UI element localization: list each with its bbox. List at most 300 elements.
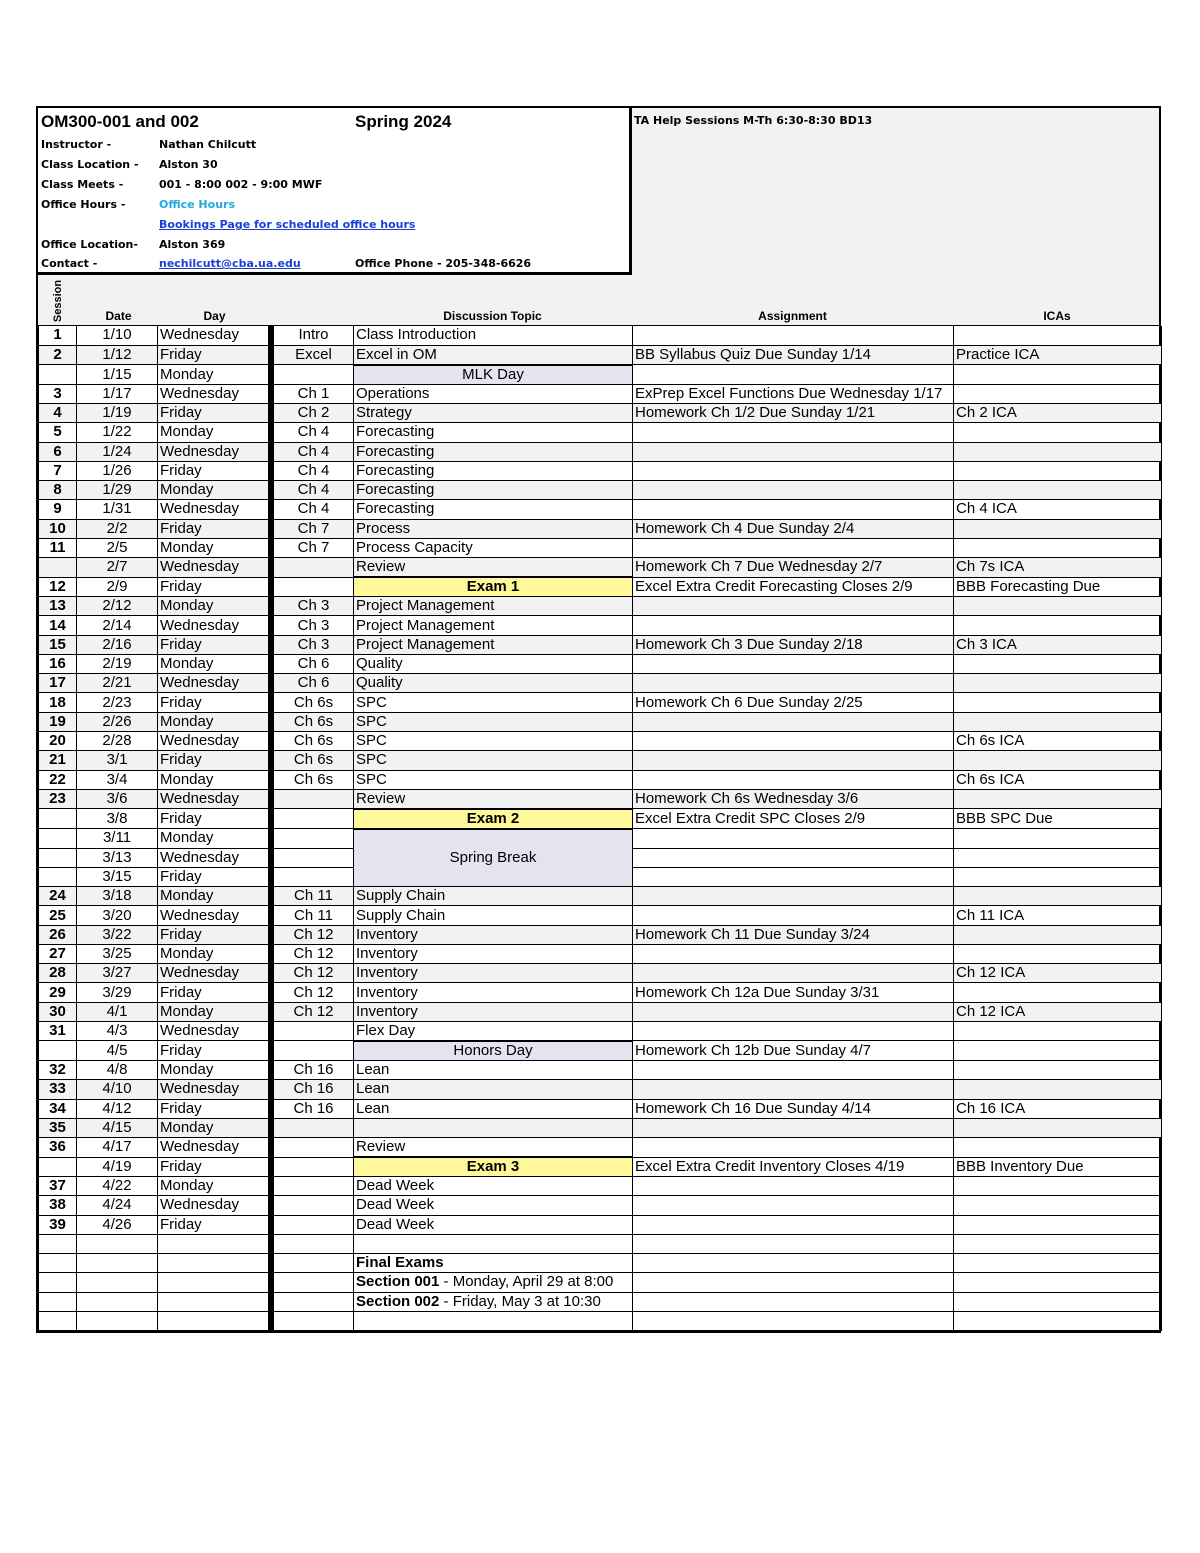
- topic-cell: [354, 1234, 633, 1253]
- assignment-cell: [633, 597, 954, 616]
- topic-cell: Dead Week: [354, 1215, 633, 1234]
- session-cell: 36: [39, 1138, 77, 1158]
- table-row: [39, 423, 1162, 442]
- table-row: [39, 1041, 1162, 1061]
- topic-cell: Lean: [354, 1060, 633, 1079]
- session-cell: [39, 365, 77, 385]
- chapter-cell: Ch 11: [274, 906, 354, 925]
- table-row: [39, 906, 1162, 925]
- table-row: [39, 345, 1162, 365]
- session-cell: 14: [39, 616, 77, 635]
- assignment-cell: [633, 1254, 954, 1273]
- date-cell: 4/1: [77, 1002, 158, 1021]
- topic-cell: Forecasting: [354, 461, 633, 480]
- day-cell: [158, 1311, 269, 1330]
- table-row: [39, 1234, 1162, 1253]
- date-cell: 4/5: [77, 1041, 158, 1061]
- email-link[interactable]: nechilcutt@cba.ua.edu: [159, 257, 301, 270]
- day-cell: Friday: [158, 519, 269, 538]
- office-phone: Office Phone - 205-348-6626: [355, 257, 532, 270]
- date-cell: 2/14: [77, 616, 158, 635]
- ica-cell: [954, 616, 1162, 635]
- day-cell: Monday: [158, 654, 269, 673]
- chapter-cell: [274, 577, 354, 597]
- topic-cell: Inventory: [354, 983, 633, 1002]
- assignment-cell: [633, 500, 954, 519]
- session-cell: 7: [39, 461, 77, 480]
- assignment-cell: [633, 1002, 954, 1021]
- day-cell: Friday: [158, 461, 269, 480]
- assignment-cell: [633, 1215, 954, 1234]
- date-cell: 1/15: [77, 365, 158, 385]
- session-cell: 16: [39, 654, 77, 673]
- topic-cell: Quality: [354, 654, 633, 673]
- ica-cell: [954, 1196, 1162, 1215]
- table-row: [39, 925, 1162, 944]
- ica-cell: BBB Inventory Due: [954, 1157, 1162, 1177]
- ica-cell: [954, 1118, 1162, 1137]
- chapter-cell: Ch 7: [274, 538, 354, 557]
- chapter-cell: Ch 7: [274, 519, 354, 538]
- day-cell: Monday: [158, 538, 269, 557]
- session-cell: 38: [39, 1196, 77, 1215]
- ica-cell: [954, 829, 1162, 848]
- assignment-cell: [633, 538, 954, 557]
- day-cell: Friday: [158, 867, 269, 886]
- day-cell: Wednesday: [158, 442, 269, 461]
- session-cell: [39, 829, 77, 848]
- session-cell: 5: [39, 423, 77, 442]
- date-cell: 3/20: [77, 906, 158, 925]
- day-cell: Monday: [158, 1177, 269, 1196]
- chapter-cell: Ch 12: [274, 964, 354, 983]
- icas-column-header: ICAs: [1043, 309, 1071, 323]
- chapter-cell: Ch 6: [274, 654, 354, 673]
- table-row: [39, 1099, 1162, 1118]
- topic-cell: Inventory: [354, 925, 633, 944]
- session-cell: 9: [39, 500, 77, 519]
- topic-cell: Quality: [354, 674, 633, 693]
- topic-cell: Review: [354, 1138, 633, 1158]
- assignment-cell: [633, 732, 954, 751]
- table-row: [39, 1060, 1162, 1079]
- session-cell: 3: [39, 384, 77, 403]
- chapter-cell: Ch 16: [274, 1060, 354, 1079]
- date-cell: 3/6: [77, 789, 158, 809]
- assignment-cell: [633, 848, 954, 867]
- topic-cell: Class Introduction: [354, 326, 633, 345]
- day-cell: [158, 1273, 269, 1292]
- topic-cell: SPC: [354, 770, 633, 789]
- table-row: [39, 712, 1162, 731]
- table-row: [39, 404, 1162, 423]
- assignment-cell: Homework Ch 4 Due Sunday 2/4: [633, 519, 954, 538]
- topic-cell: Flex Day: [354, 1021, 633, 1041]
- assignment-cell: [633, 1273, 954, 1292]
- topic-cell: Section 001 - Monday, April 29 at 8:00: [354, 1273, 633, 1292]
- assignment-cell: [633, 654, 954, 673]
- session-cell: 21: [39, 751, 77, 770]
- ica-cell: [954, 983, 1162, 1002]
- ica-cell: Ch 3 ICA: [954, 635, 1162, 654]
- chapter-cell: [274, 1311, 354, 1330]
- topic-cell: Spring Break: [354, 829, 633, 887]
- assignment-cell: [633, 964, 954, 983]
- syllabus-sheet: [36, 106, 1161, 1333]
- topic-cell: Exam 2: [354, 809, 633, 829]
- day-cell: [158, 1234, 269, 1253]
- session-cell: 33: [39, 1080, 77, 1099]
- day-cell: Friday: [158, 693, 269, 712]
- ica-cell: [954, 887, 1162, 906]
- date-cell: 4/19: [77, 1157, 158, 1177]
- session-cell: 23: [39, 789, 77, 809]
- ica-cell: Ch 2 ICA: [954, 404, 1162, 423]
- assignment-cell: [633, 674, 954, 693]
- contact-label: Contact -: [41, 257, 98, 270]
- topic-cell: Dead Week: [354, 1177, 633, 1196]
- day-cell: Friday: [158, 809, 269, 829]
- ica-cell: [954, 423, 1162, 442]
- session-cell: 18: [39, 693, 77, 712]
- day-cell: Wednesday: [158, 1021, 269, 1041]
- day-column-header: Day: [203, 309, 226, 323]
- ica-cell: [954, 461, 1162, 480]
- chapter-cell: [274, 1041, 354, 1061]
- session-cell: 20: [39, 732, 77, 751]
- date-cell: 3/27: [77, 964, 158, 983]
- syllabus-header: [38, 108, 1159, 326]
- date-cell: 4/24: [77, 1196, 158, 1215]
- date-cell: 3/29: [77, 983, 158, 1002]
- date-cell: 4/3: [77, 1021, 158, 1041]
- day-cell: Monday: [158, 1060, 269, 1079]
- session-cell: 31: [39, 1021, 77, 1041]
- topic-cell: Supply Chain: [354, 906, 633, 925]
- ica-cell: [954, 1273, 1162, 1292]
- meets-label: Class Meets -: [41, 178, 124, 191]
- session-cell: [39, 1311, 77, 1330]
- date-cell: 3/25: [77, 944, 158, 963]
- day-cell: Monday: [158, 423, 269, 442]
- chapter-cell: Ch 4: [274, 423, 354, 442]
- ica-cell: Ch 4 ICA: [954, 500, 1162, 519]
- ica-cell: [954, 597, 1162, 616]
- ica-cell: [954, 712, 1162, 731]
- chapter-cell: Ch 2: [274, 404, 354, 423]
- session-cell: 10: [39, 519, 77, 538]
- day-cell: Monday: [158, 944, 269, 963]
- table-row: [39, 944, 1162, 963]
- date-cell: 3/18: [77, 887, 158, 906]
- assignment-cell: [633, 1311, 954, 1330]
- day-cell: Monday: [158, 481, 269, 500]
- topic-cell: Inventory: [354, 944, 633, 963]
- assignment-cell: [633, 1118, 954, 1137]
- chapter-cell: [274, 1215, 354, 1234]
- ica-cell: Practice ICA: [954, 345, 1162, 365]
- chapter-cell: [274, 867, 354, 886]
- table-row: [39, 384, 1162, 403]
- assignment-cell: Homework Ch 7 Due Wednesday 2/7: [633, 558, 954, 578]
- assignment-cell: BB Syllabus Quiz Due Sunday 1/14: [633, 345, 954, 365]
- topic-cell: SPC: [354, 732, 633, 751]
- ica-cell: [954, 1021, 1162, 1041]
- session-cell: 2: [39, 345, 77, 365]
- date-cell: 2/26: [77, 712, 158, 731]
- session-column-header: Session: [52, 279, 64, 323]
- office-hours-label: Office Hours -: [41, 198, 126, 211]
- ica-cell: [954, 365, 1162, 385]
- date-cell: 4/22: [77, 1177, 158, 1196]
- topic-cell: MLK Day: [354, 365, 633, 385]
- chapter-cell: Ch 3: [274, 597, 354, 616]
- day-cell: Monday: [158, 1002, 269, 1021]
- ica-cell: Ch 6s ICA: [954, 732, 1162, 751]
- topic-cell: Final Exams: [354, 1254, 633, 1273]
- topic-cell: [354, 1118, 633, 1137]
- topic-cell: Review: [354, 789, 633, 809]
- ica-cell: Ch 16 ICA: [954, 1099, 1162, 1118]
- session-cell: [39, 558, 77, 578]
- office-hours-value: Office Hours: [159, 198, 235, 211]
- topic-cell: Forecasting: [354, 481, 633, 500]
- table-row: [39, 365, 1162, 385]
- day-cell: Wednesday: [158, 732, 269, 751]
- topic-cell: Forecasting: [354, 442, 633, 461]
- day-cell: Monday: [158, 829, 269, 848]
- ica-cell: [954, 1215, 1162, 1234]
- chapter-cell: [274, 829, 354, 848]
- session-cell: [39, 867, 77, 886]
- date-cell: [77, 1311, 158, 1330]
- assignment-column-header: Assignment: [758, 309, 827, 323]
- chapter-cell: [274, 789, 354, 809]
- assignment-cell: [633, 887, 954, 906]
- topic-cell: Inventory: [354, 964, 633, 983]
- date-cell: 4/10: [77, 1080, 158, 1099]
- assignment-cell: [633, 1177, 954, 1196]
- day-cell: Wednesday: [158, 789, 269, 809]
- table-row: [39, 693, 1162, 712]
- day-cell: Friday: [158, 751, 269, 770]
- chapter-cell: [274, 365, 354, 385]
- chapter-cell: Ch 4: [274, 461, 354, 480]
- date-cell: 2/12: [77, 597, 158, 616]
- day-cell: Wednesday: [158, 674, 269, 693]
- table-row: [39, 558, 1162, 578]
- day-cell: Friday: [158, 1157, 269, 1177]
- topic-cell: Dead Week: [354, 1196, 633, 1215]
- date-cell: 1/26: [77, 461, 158, 480]
- chapter-cell: Ch 6s: [274, 751, 354, 770]
- session-cell: [39, 1041, 77, 1061]
- session-cell: 17: [39, 674, 77, 693]
- day-cell: Friday: [158, 1041, 269, 1061]
- date-cell: 1/22: [77, 423, 158, 442]
- day-cell: Friday: [158, 983, 269, 1002]
- table-row: [39, 538, 1162, 557]
- day-cell: Friday: [158, 925, 269, 944]
- date-cell: 3/13: [77, 848, 158, 867]
- date-cell: 2/9: [77, 577, 158, 597]
- chapter-cell: Intro: [274, 326, 354, 345]
- chapter-cell: Ch 11: [274, 887, 354, 906]
- assignment-cell: [633, 326, 954, 345]
- assignment-cell: [633, 442, 954, 461]
- assignment-cell: Excel Extra Credit Inventory Closes 4/19: [633, 1157, 954, 1177]
- chapter-cell: [274, 848, 354, 867]
- day-cell: [158, 1254, 269, 1273]
- session-cell: 37: [39, 1177, 77, 1196]
- day-cell: Wednesday: [158, 1138, 269, 1158]
- session-cell: [39, 848, 77, 867]
- day-cell: Wednesday: [158, 558, 269, 578]
- session-cell: 28: [39, 964, 77, 983]
- assignment-cell: Homework Ch 3 Due Sunday 2/18: [633, 635, 954, 654]
- office-location-label: Office Location-: [41, 238, 138, 251]
- topic-cell: Forecasting: [354, 423, 633, 442]
- ica-cell: [954, 384, 1162, 403]
- chapter-cell: Ch 12: [274, 983, 354, 1002]
- table-row: [39, 1311, 1162, 1330]
- date-cell: 1/19: [77, 404, 158, 423]
- chapter-cell: Ch 6s: [274, 693, 354, 712]
- date-cell: 1/17: [77, 384, 158, 403]
- session-cell: [39, 1273, 77, 1292]
- ica-cell: BBB SPC Due: [954, 809, 1162, 829]
- day-cell: Monday: [158, 1118, 269, 1137]
- table-row: [39, 1273, 1162, 1292]
- session-cell: 1: [39, 326, 77, 345]
- topic-column-header: Discussion Topic: [443, 309, 542, 323]
- assignment-cell: [633, 423, 954, 442]
- bookings-link[interactable]: Bookings Page for scheduled office hours: [159, 218, 416, 231]
- topic-cell: Supply Chain: [354, 887, 633, 906]
- chapter-cell: Ch 3: [274, 616, 354, 635]
- table-row: [39, 1215, 1162, 1234]
- session-cell: 19: [39, 712, 77, 731]
- date-cell: [77, 1254, 158, 1273]
- table-row: [39, 732, 1162, 751]
- topic-cell: Forecasting: [354, 500, 633, 519]
- chapter-cell: Ch 3: [274, 635, 354, 654]
- ica-cell: [954, 1292, 1162, 1311]
- day-cell: Monday: [158, 597, 269, 616]
- assignment-cell: [633, 906, 954, 925]
- topic-cell: Process Capacity: [354, 538, 633, 557]
- day-cell: Friday: [158, 404, 269, 423]
- table-row: [39, 1292, 1162, 1311]
- day-cell: Monday: [158, 365, 269, 385]
- term: Spring 2024: [355, 112, 452, 131]
- day-cell: Wednesday: [158, 500, 269, 519]
- day-cell: [158, 1292, 269, 1311]
- chapter-cell: Ch 4: [274, 481, 354, 500]
- session-cell: 34: [39, 1099, 77, 1118]
- session-cell: [39, 1292, 77, 1311]
- assignment-cell: Homework Ch 6 Due Sunday 2/25: [633, 693, 954, 712]
- topic-cell: SPC: [354, 751, 633, 770]
- day-cell: Wednesday: [158, 616, 269, 635]
- topic-cell: Excel in OM: [354, 345, 633, 365]
- session-cell: 22: [39, 770, 77, 789]
- day-cell: Wednesday: [158, 384, 269, 403]
- ica-cell: Ch 12 ICA: [954, 964, 1162, 983]
- topic-cell: Review: [354, 558, 633, 578]
- date-cell: 1/31: [77, 500, 158, 519]
- assignment-cell: [633, 1060, 954, 1079]
- table-row: [39, 519, 1162, 538]
- topic-cell: Process: [354, 519, 633, 538]
- day-cell: Monday: [158, 887, 269, 906]
- location-label: Class Location -: [41, 158, 139, 171]
- day-cell: Friday: [158, 1215, 269, 1234]
- assignment-cell: [633, 712, 954, 731]
- course-title: OM300-001 and 002: [41, 112, 199, 131]
- table-row: [39, 674, 1162, 693]
- chapter-cell: Ch 6: [274, 674, 354, 693]
- topic-cell: Exam 1: [354, 577, 633, 597]
- ica-cell: [954, 1234, 1162, 1253]
- topic-cell: Honors Day: [354, 1041, 633, 1061]
- session-cell: 35: [39, 1118, 77, 1137]
- assignment-cell: [633, 829, 954, 848]
- date-cell: 2/23: [77, 693, 158, 712]
- ica-cell: Ch 7s ICA: [954, 558, 1162, 578]
- day-cell: Wednesday: [158, 1196, 269, 1215]
- ica-cell: Ch 6s ICA: [954, 770, 1162, 789]
- assignment-cell: [633, 751, 954, 770]
- assignment-cell: [633, 481, 954, 500]
- topic-cell: Strategy: [354, 404, 633, 423]
- assignment-cell: [633, 1292, 954, 1311]
- session-cell: 6: [39, 442, 77, 461]
- chapter-cell: [274, 1254, 354, 1273]
- topic-cell: SPC: [354, 712, 633, 731]
- session-cell: [39, 1157, 77, 1177]
- ica-cell: BBB Forecasting Due: [954, 577, 1162, 597]
- session-cell: 32: [39, 1060, 77, 1079]
- date-cell: 2/19: [77, 654, 158, 673]
- session-cell: 30: [39, 1002, 77, 1021]
- chapter-cell: Ch 12: [274, 925, 354, 944]
- chapter-cell: [274, 1118, 354, 1137]
- assignment-cell: Homework Ch 12a Due Sunday 3/31: [633, 983, 954, 1002]
- day-cell: Wednesday: [158, 906, 269, 925]
- chapter-cell: [274, 1021, 354, 1041]
- ica-cell: [954, 326, 1162, 345]
- date-cell: 4/17: [77, 1138, 158, 1158]
- day-cell: Wednesday: [158, 848, 269, 867]
- date-cell: 1/10: [77, 326, 158, 345]
- date-cell: [77, 1292, 158, 1311]
- table-row: [39, 809, 1162, 829]
- chapter-cell: Ch 16: [274, 1080, 354, 1099]
- session-cell: [39, 1234, 77, 1253]
- table-row: [39, 751, 1162, 770]
- date-cell: 1/24: [77, 442, 158, 461]
- session-cell: 25: [39, 906, 77, 925]
- date-cell: 3/1: [77, 751, 158, 770]
- table-row: [39, 1118, 1162, 1137]
- session-cell: 29: [39, 983, 77, 1002]
- date-cell: 2/28: [77, 732, 158, 751]
- assignment-cell: [633, 770, 954, 789]
- date-cell: 2/16: [77, 635, 158, 654]
- table-row: [39, 983, 1162, 1002]
- location-value: Alston 30: [159, 158, 218, 171]
